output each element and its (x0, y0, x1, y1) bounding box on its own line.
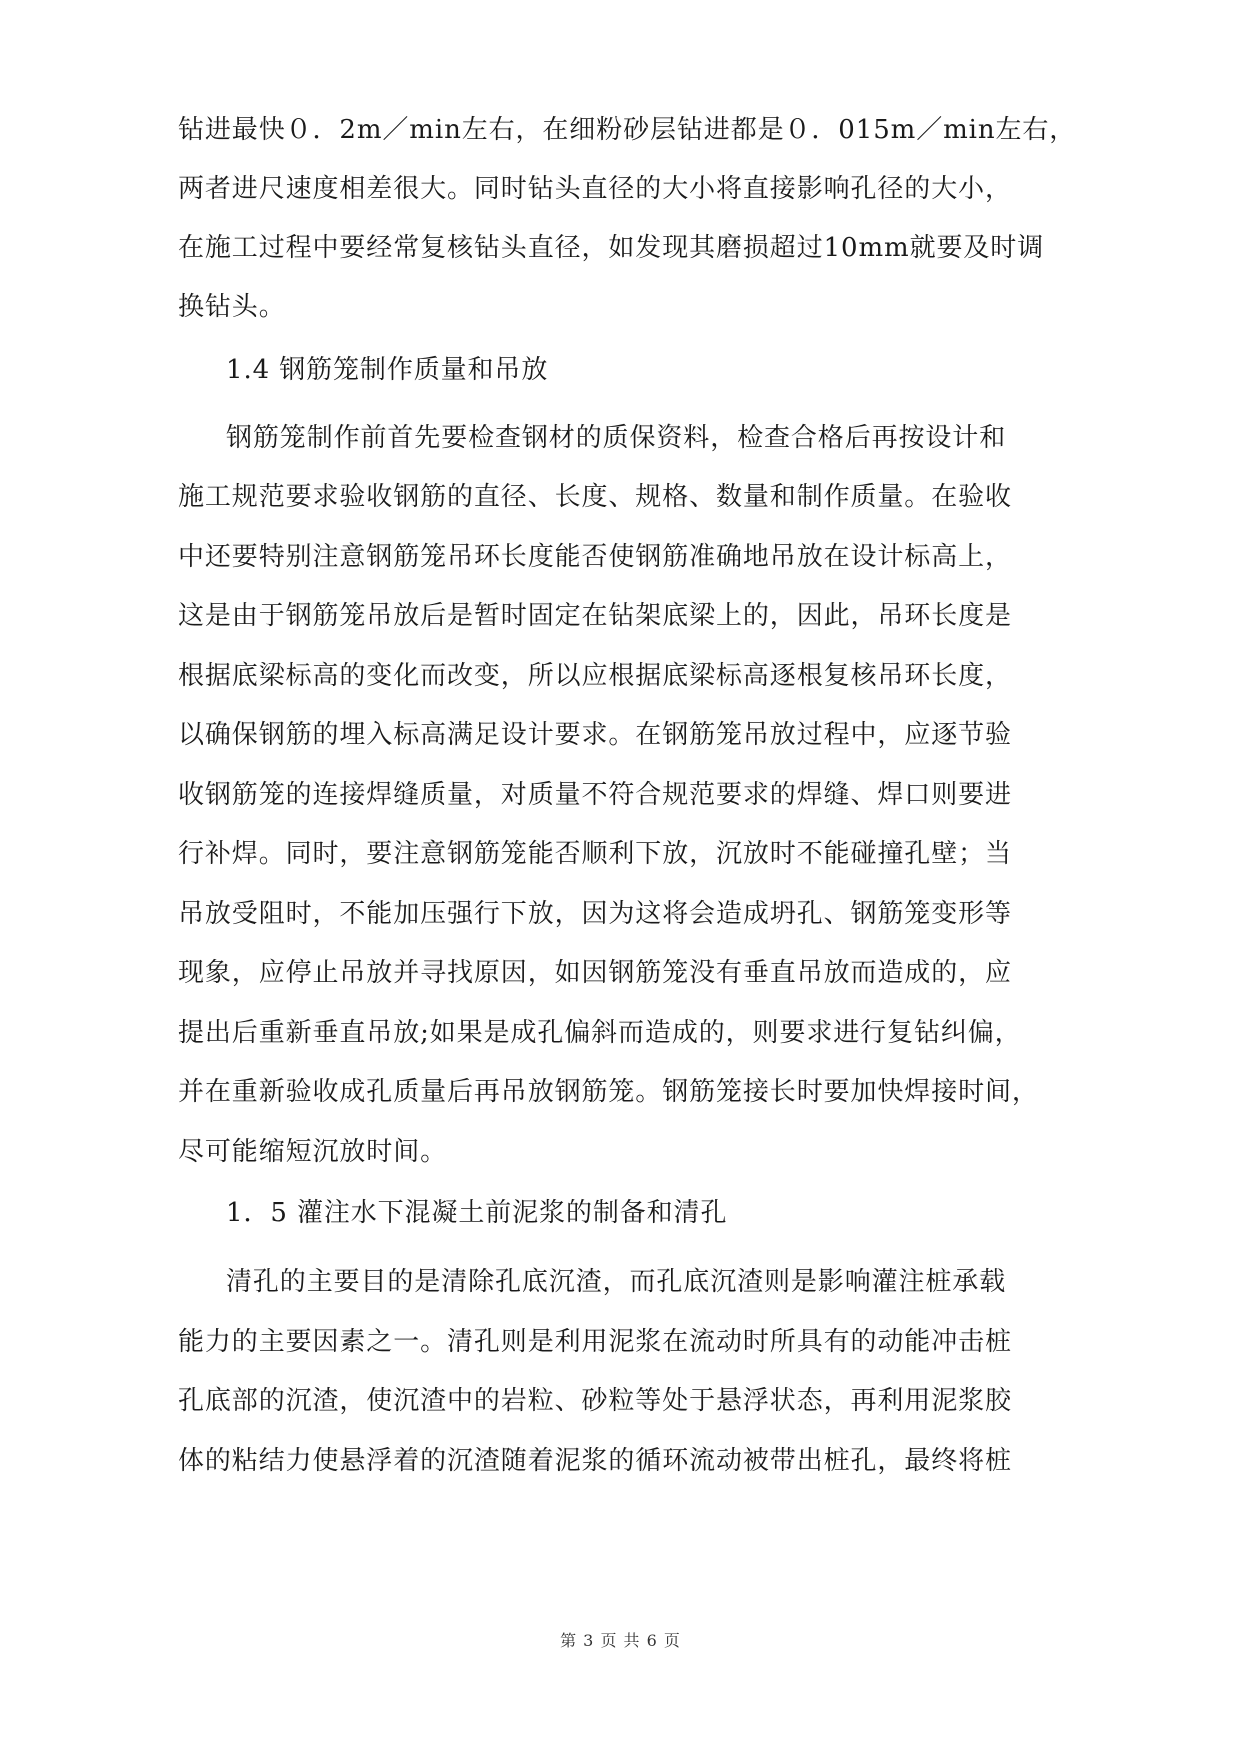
body-text-line: 钻进最快０．2m／min左右，在细粉砂层钻进都是０．015m／min左右， (178, 115, 1077, 145)
body-text-line: 以确保钢筋的埋入标高满足设计要求。在钢筋笼吊放过程中，应逐节验 (178, 720, 1012, 750)
section-heading-1-5: 1．5 灌注水下混凝土前泥浆的制备和清孔 (226, 1198, 728, 1228)
body-text-line: 体的粘结力使悬浮着的沉渣随着泥浆的循环流动被带出桩孔，最终将桩 (178, 1446, 1012, 1476)
body-text-line: 尽可能缩短沉放时间。 (178, 1137, 448, 1167)
body-text-line: 行补焊。同时，要注意钢筋笼能否顺利下放，沉放时不能碰撞孔壁；当 (178, 839, 1012, 869)
body-text-line: 现象，应停止吊放并寻找原因，如因钢筋笼没有垂直吊放而造成的，应 (178, 958, 1012, 988)
body-text-line: 提出后重新垂直吊放;如果是成孔偏斜而造成的，则要求进行复钻纠偏， (178, 1018, 1022, 1048)
body-text-line: 在施工过程中要经常复核钻头直径，如发现其磨损超过10mm就要及时调 (178, 233, 1045, 263)
body-text-line: 施工规范要求验收钢筋的直径、长度、规格、数量和制作质量。在验收 (178, 482, 1012, 512)
body-text-line: 并在重新验收成孔质量后再吊放钢筋笼。钢筋笼接长时要加快焊接时间， (178, 1077, 1039, 1107)
paragraph-first-line: 钢筋笼制作前首先要检查钢材的质保资料，检查合格后再按设计和 (226, 423, 1007, 453)
body-text-line: 收钢筋笼的连接焊缝质量，对质量不符合规范要求的焊缝、焊口则要进 (178, 780, 1012, 810)
body-text-line: 吊放受阻时，不能加压强行下放，因为这将会造成坍孔、钢筋笼变形等 (178, 899, 1012, 929)
body-text-line: 中还要特别注意钢筋笼吊环长度能否使钢筋准确地吊放在设计标高上， (178, 542, 1012, 572)
page-number-footer: 第 3 页 共 6 页 (560, 1631, 681, 1650)
body-text-line: 根据底梁标高的变化而改变，所以应根据底梁标高逐根复核吊环长度， (178, 661, 1012, 691)
body-text-line: 这是由于钢筋笼吊放后是暂时固定在钻架底梁上的，因此，吊环长度是 (178, 601, 1012, 631)
section-heading-1-4: 1.4 钢筋笼制作质量和吊放 (226, 355, 549, 385)
body-text-line: 两者进尺速度相差很大。同时钻头直径的大小将直接影响孔径的大小， (178, 174, 1012, 204)
body-text-line: 能力的主要因素之一。清孔则是利用泥浆在流动时所具有的动能冲击桩 (178, 1327, 1012, 1357)
paragraph-first-line: 清孔的主要目的是清除孔底沉渣，而孔底沉渣则是影响灌注桩承载 (226, 1267, 1007, 1297)
body-text-line: 换钻头。 (178, 292, 286, 322)
body-text-line: 孔底部的沉渣，使沉渣中的岩粒、砂粒等处于悬浮状态，再利用泥浆胶 (178, 1386, 1012, 1416)
